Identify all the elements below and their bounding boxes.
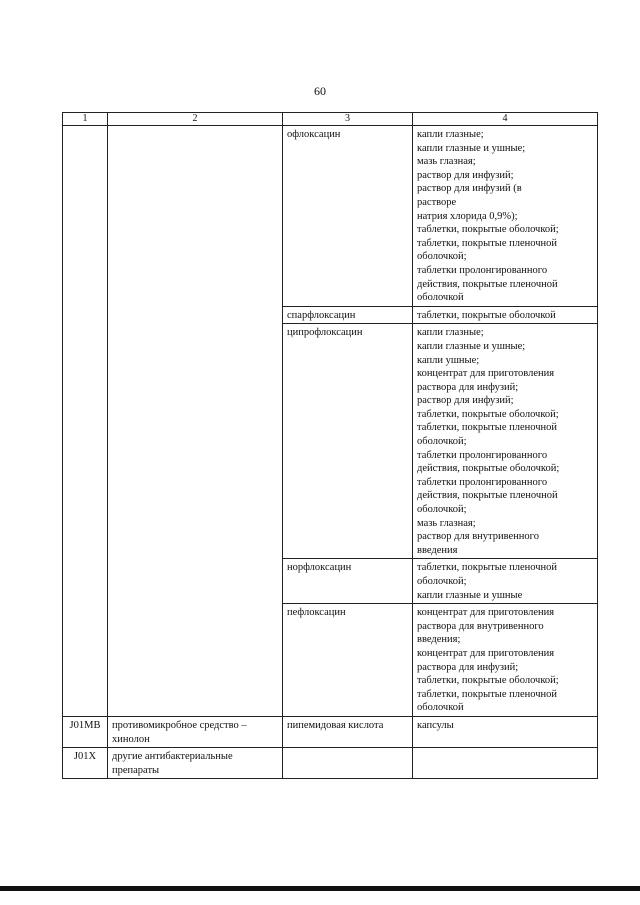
dosage-forms-cell: таблетки, покрытые пленочной оболочкой; капли глазные и ушные (413, 559, 598, 604)
drug-table (62, 112, 598, 779)
page-number: 60 (314, 84, 326, 98)
code-cell (63, 126, 108, 717)
group-cell: противомикробное средство – хинолон (108, 716, 283, 747)
header-col-3: 3 (283, 113, 413, 126)
bottom-rule (0, 886, 640, 891)
table-header-row (63, 113, 598, 126)
substance-cell: пипемидовая кислота (283, 716, 413, 747)
substance-cell (283, 748, 413, 779)
dosage-forms-cell: капли глазные; капли глазные и ушные; мазь глазная; раствор для инфузий; раствор для инфузий (в растворе натрия хлорида 0,9%); таблетки, покрытые оболочкой; таблетки, покрытые пленочной оболочкой; таблетки пролонгированного действия, покрытые пленочной оболочкой (413, 126, 598, 307)
substance-cell: офлоксацин (283, 126, 413, 307)
substance-cell: пефлоксацин (283, 604, 413, 717)
dosage-forms-cell: концентрат для приготовления раствора для внутривенного введения; концентрат для приготовления раствора для инфузий; таблетки, покрытые оболочкой; таблетки, покрытые пленочной оболочкой (413, 604, 598, 717)
group-cell (108, 126, 283, 717)
group-cell: другие антибактериальные препараты (108, 748, 283, 779)
dosage-forms-cell: капли глазные; капли глазные и ушные; капли ушные; концентрат для приготовления раствора для инфузий; раствор для инфузий; таблетки, покрытые оболочкой; таблетки, покрытые пленочной оболочкой; таблетки пролонгированного действия, покрытые оболочкой; таблетки пролонгированного действия, покрытые пленочной оболочкой; мазь глазная; раствор для внутривенного введения (413, 324, 598, 559)
table-body (63, 126, 598, 779)
code-cell: J01X (63, 748, 108, 779)
table-row (63, 126, 598, 307)
header-col-1: 1 (63, 113, 108, 126)
substance-cell: норфлоксацин (283, 559, 413, 604)
code-cell: J01MB (63, 716, 108, 747)
dosage-forms-cell: капсулы (413, 716, 598, 747)
header-col-4: 4 (413, 113, 598, 126)
table-row (63, 716, 598, 747)
substance-cell: спарфлоксацин (283, 306, 413, 324)
table-row (63, 748, 598, 779)
header-col-2: 2 (108, 113, 283, 126)
substance-cell: ципрофлоксацин (283, 324, 413, 559)
dosage-forms-cell: таблетки, покрытые оболочкой (413, 306, 598, 324)
dosage-forms-cell (413, 748, 598, 779)
